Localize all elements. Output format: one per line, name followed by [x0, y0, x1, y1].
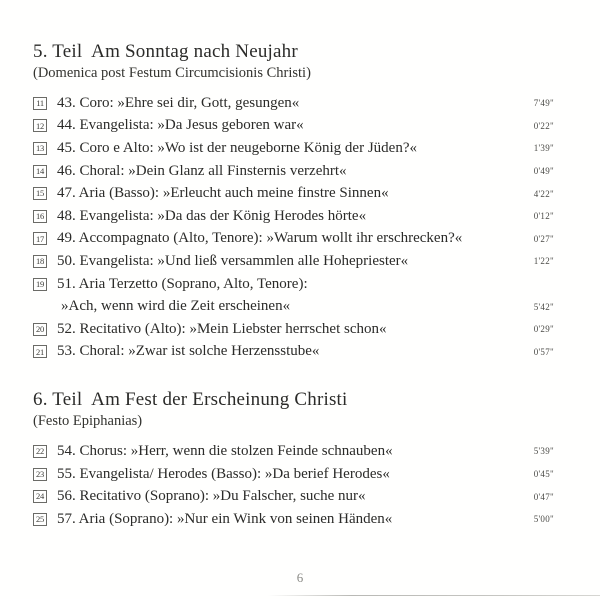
- page-number: 6: [296, 570, 304, 585]
- track-duration: 0'45": [533, 469, 554, 480]
- section-subtitle: (Festo Epiphanias): [33, 413, 143, 430]
- track-row: [33, 115, 554, 138]
- track-title: 49. Accompagnato (Alto, Tenore): »Warum wollt ihr erschrecken?«: [57, 230, 463, 247]
- track-row: [33, 92, 554, 115]
- cd-track-number-box: 24: [33, 490, 47, 503]
- cd-track-number-box: 17: [33, 232, 47, 245]
- cd-track-number-box: 15: [33, 187, 47, 200]
- track-title: 55. Evangelista/ Herodes (Basso): »Da berief Herodes«: [57, 465, 390, 482]
- track-list: [33, 440, 554, 530]
- track-title: 45. Coro e Alto: »Wo ist der neugeborne König der Jüden?«: [57, 139, 417, 156]
- track-row: [33, 273, 554, 296]
- track-row: [33, 205, 554, 228]
- cd-track-number-box: 13: [33, 142, 47, 155]
- track-title: 56. Recitativo (Soprano): »Du Falscher, suche nur«: [57, 488, 366, 505]
- cd-track-number-box: 12: [33, 119, 47, 132]
- track-row: [33, 182, 554, 205]
- cd-track-number-box: 18: [33, 255, 47, 268]
- track-title: 54. Chorus: »Herr, wenn die stolzen Feinde schnauben«: [57, 442, 393, 459]
- section-title: 6. Teil Am Fest der Erscheinung Christi: [33, 389, 348, 411]
- track-duration: 0'22": [533, 120, 554, 131]
- track-row: [33, 508, 554, 531]
- track-duration: 5'39": [533, 446, 554, 457]
- cd-track-number-box: 23: [33, 468, 47, 481]
- track-duration: 0'47": [533, 491, 554, 502]
- track-list: [33, 92, 554, 363]
- section-subtitle: (Domenica post Festum Circumcisionis Christi): [33, 65, 311, 81]
- cd-track-number-box: 20: [33, 323, 47, 336]
- track-row: [33, 137, 554, 160]
- track-title: 53. Choral: »Zwar ist solche Herzensstube«: [57, 343, 320, 360]
- track-row: [33, 160, 554, 183]
- track-duration: 0'27": [533, 233, 554, 244]
- track-duration: 1'22": [533, 256, 554, 267]
- track-duration: 4'22": [533, 188, 554, 199]
- track-title: 43. Coro: »Ehre sei dir, Gott, gesungen«: [57, 94, 300, 111]
- track-row: [33, 228, 554, 251]
- cd-track-number-box: 11: [33, 97, 47, 110]
- cd-track-number-box: 21: [33, 345, 47, 358]
- section-part-5: [33, 40, 554, 363]
- track-title: 46. Choral: »Dein Glanz all Finsternis verzehrt«: [57, 162, 347, 179]
- scan-edge-line: [268, 595, 600, 596]
- cd-track-number-box: 14: [33, 165, 47, 178]
- track-title: 47. Aria (Basso): »Erleucht auch meine finstre Sinnen«: [57, 185, 389, 202]
- track-row-continuation: [33, 295, 554, 318]
- track-row: [33, 341, 554, 364]
- cd-track-number-box: 22: [33, 445, 47, 458]
- section-part-6: [33, 388, 554, 530]
- page-content: [33, 40, 554, 531]
- track-duration: 1'39": [533, 143, 554, 154]
- section-title: 5. Teil Am Sonntag nach Neujahr: [33, 41, 298, 62]
- track-duration: 0'12": [533, 211, 554, 222]
- track-row: [33, 250, 554, 273]
- track-row: [33, 440, 554, 463]
- cd-track-number-box: 16: [33, 210, 47, 223]
- track-title-line2: »Ach, wenn wird die Zeit erscheinen«: [61, 298, 291, 315]
- track-duration: 0'29": [533, 324, 554, 335]
- cd-track-number-box: 19: [33, 278, 47, 291]
- track-duration: 0'57": [533, 346, 554, 357]
- track-row: [33, 318, 554, 341]
- track-duration: 5'00": [533, 514, 554, 525]
- track-duration: 5'42": [533, 301, 554, 312]
- track-title: 50. Evangelista: »Und ließ versammlen alle Hohepriester«: [57, 252, 409, 269]
- track-row: [33, 485, 554, 508]
- track-row: [33, 463, 554, 486]
- track-title: 52. Recitativo (Alto): »Mein Liebster herrschet schon«: [57, 320, 387, 337]
- track-duration: 7'49": [533, 98, 554, 109]
- track-title: 51. Aria Terzetto (Soprano, Alto, Tenore):: [57, 275, 308, 292]
- track-duration: 0'49": [533, 166, 554, 177]
- track-title: 57. Aria (Soprano): »Nur ein Wink von seinen Händen«: [57, 510, 393, 527]
- cd-track-number-box: 25: [33, 513, 47, 526]
- track-title: 44. Evangelista: »Da Jesus geboren war«: [57, 117, 304, 134]
- track-title: 48. Evangelista: »Da das der König Herodes hörte«: [57, 207, 367, 224]
